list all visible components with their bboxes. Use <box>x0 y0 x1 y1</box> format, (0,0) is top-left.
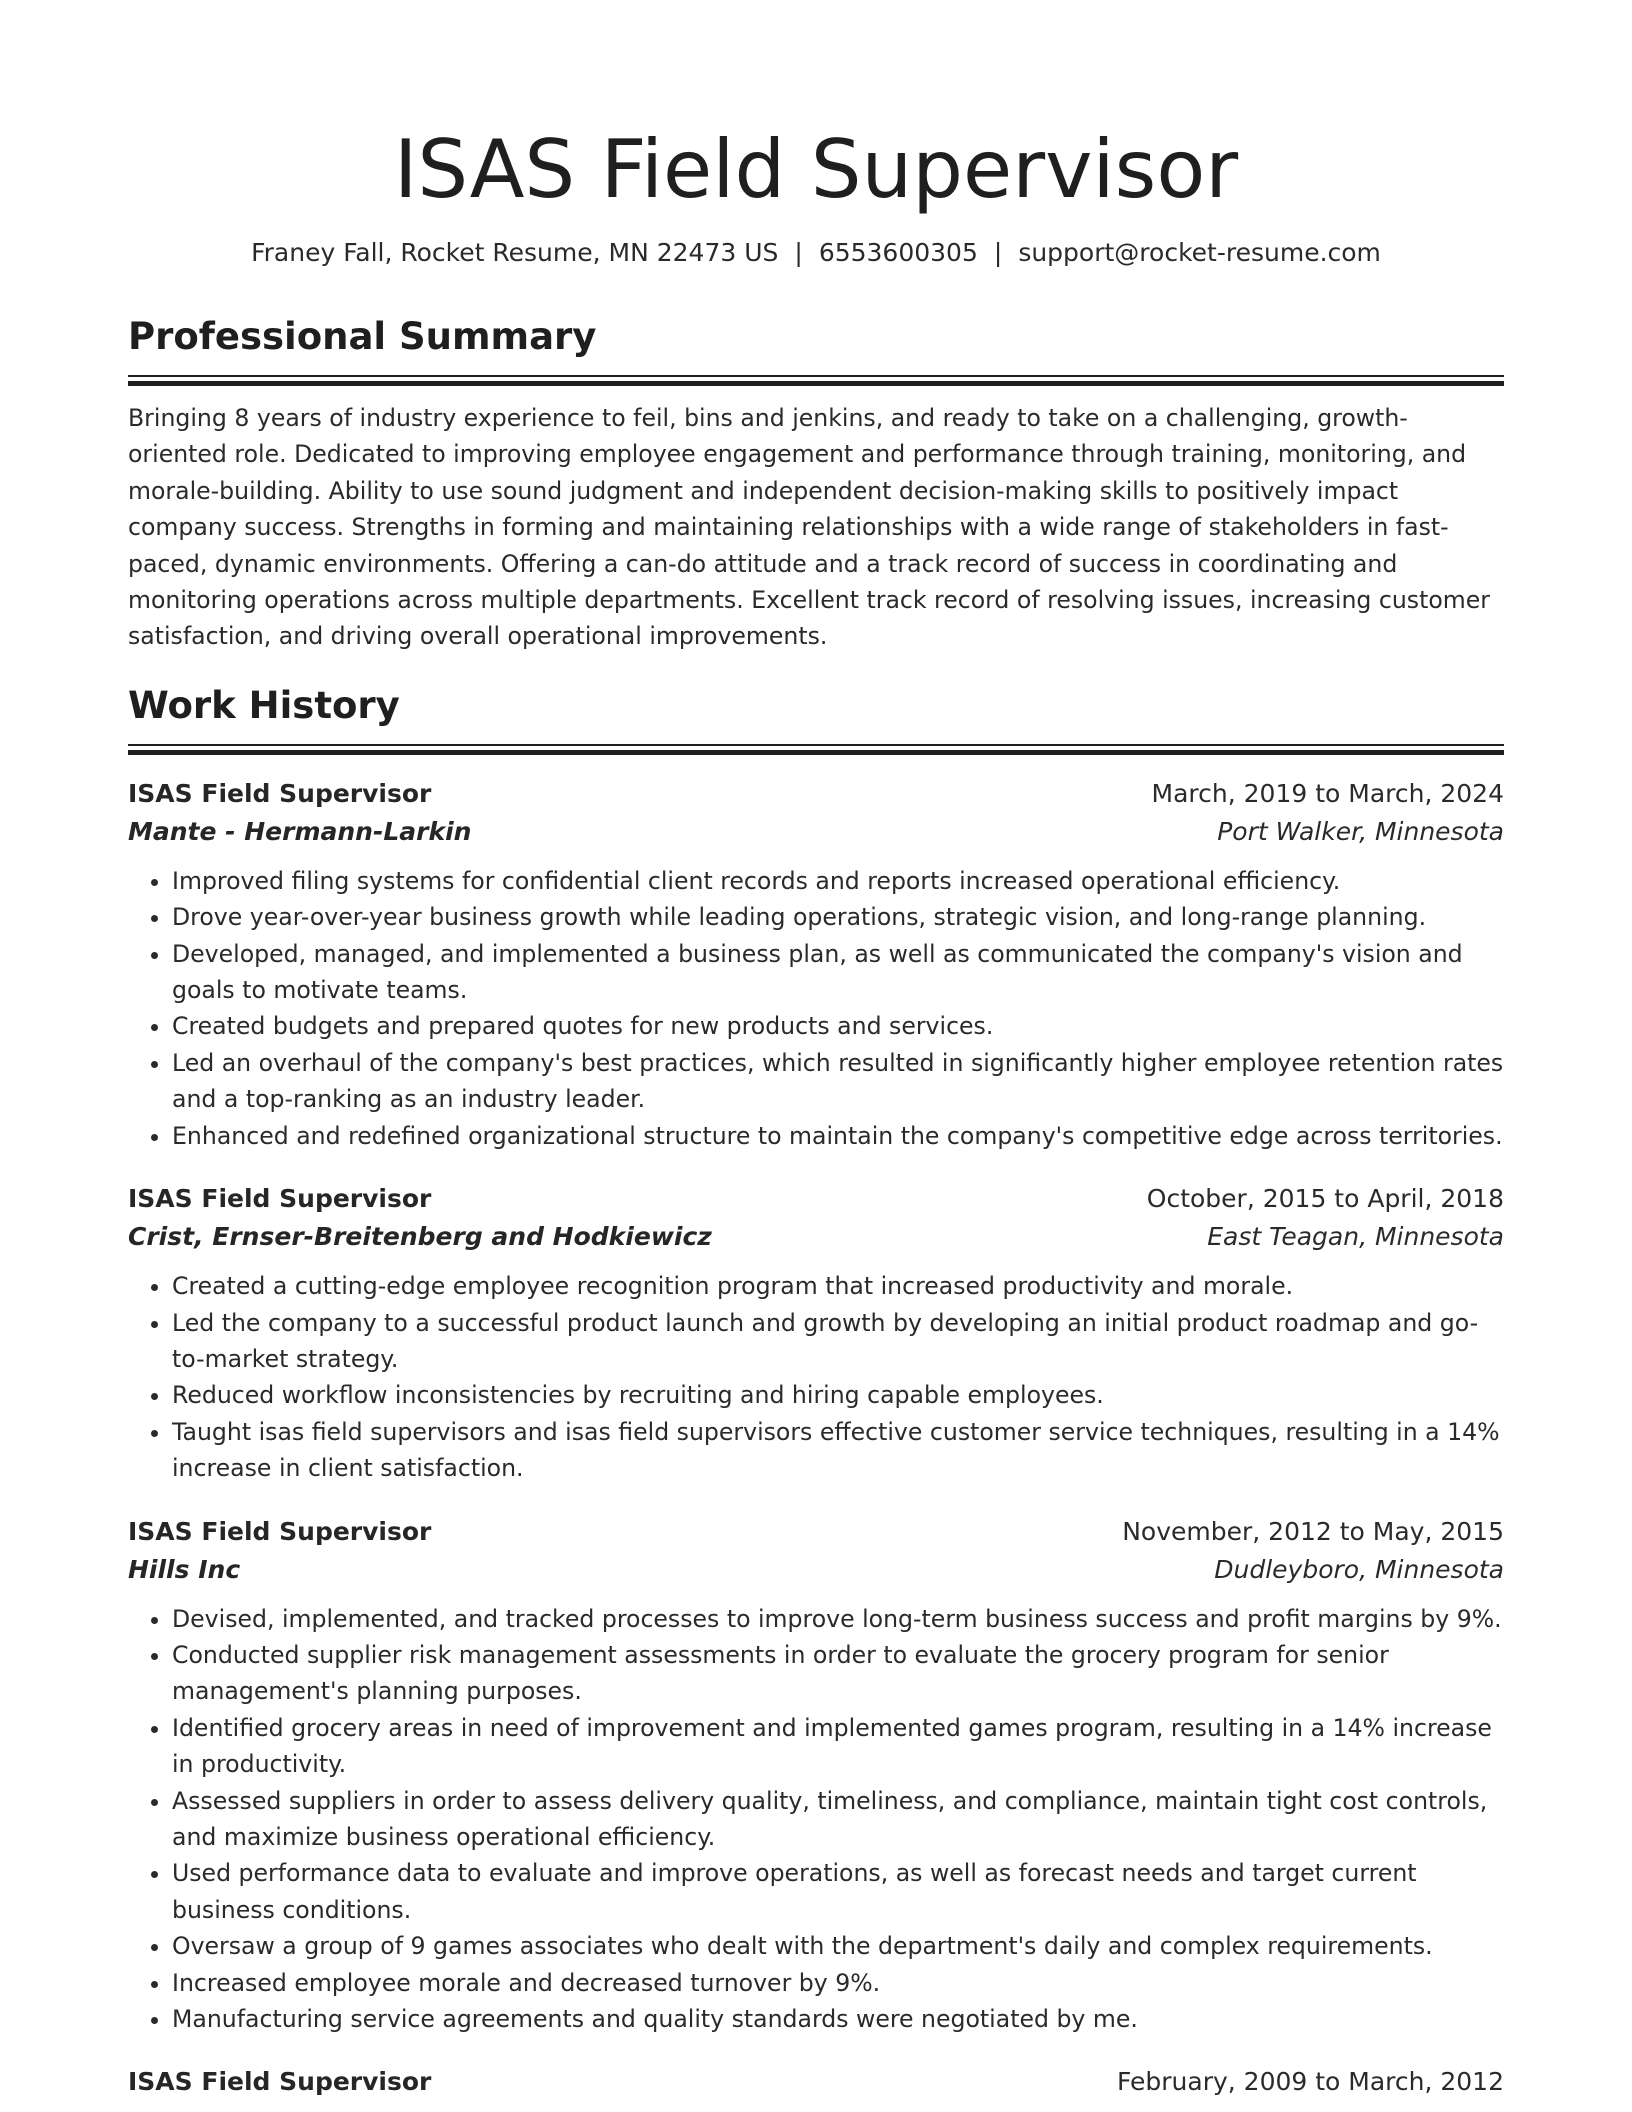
job-bullet: • Used performance data to evaluate and improve operations, as well as forecast needs and target current business conditions. <box>172 1855 1504 1928</box>
job-dates: October, 2015 to April, 2018 <box>1146 1184 1504 1214</box>
job-header-row <box>128 775 1504 813</box>
job-company: Mante - Hermann-Larkin <box>128 816 472 846</box>
job-location: East Teagan, Minnesota <box>1207 1222 1504 1252</box>
job-location: Dudleyboro, Minnesota <box>1214 1554 1504 1584</box>
job-bullet: • Reduced workflow inconsistencies by recruiting and hiring capable employees. <box>172 1377 1504 1413</box>
job-bullet: • Conducted supplier risk management assessments in order to evaluate the grocery program for senior management's planning purposes. <box>172 1637 1504 1710</box>
job-dates: March, 2019 to March, 2024 <box>1151 778 1504 808</box>
email-link[interactable]: support@rocket-resume.com <box>1018 238 1381 267</box>
work-history-section <box>128 683 1504 2102</box>
job-header-row <box>128 2063 1504 2101</box>
job-title: ISAS Field Supervisor <box>128 778 432 808</box>
summary-text: Bringing 8 years of industry experience to feil, bins and jenkins, and ready to take on a challenging, growth-oriented role. Dedicated to improving employee engagement and performance through training, monitoring, and morale-building. Ability to use sound judgment and independent decision-making skills to positively impact company success. Strengths in forming and maintaining relationships with a wide range of stakeholders in fast-paced, dynamic environments. Offering a can-do attitude and a track record of success in coordinating and monitoring operations across multiple departments. Excellent track record of resolving issues, increasing customer satisfaction, and driving overall operational improvements. <box>128 404 1490 651</box>
job-bullet: • Assessed suppliers in order to assess delivery quality, timeliness, and compliance, maintain tight cost controls, and maximize business operational efficiency. <box>172 1783 1504 1856</box>
job-title: ISAS Field Supervisor <box>128 1516 432 1546</box>
section-divider <box>128 744 1504 755</box>
job-title: ISAS Field Supervisor <box>128 1184 432 1214</box>
job-bullet: • Created a cutting-edge employee recognition program that increased productivity and morale. <box>172 1268 1504 1304</box>
candidate-name: ISAS Field Supervisor <box>393 123 1239 216</box>
contact-line <box>128 236 1504 270</box>
job-bullet: • Manufacturing service agreements and quality standards were negotiated by me. <box>172 2001 1504 2037</box>
job-bullet: • Enhanced and redefined organizational structure to maintain the company's competitive edge across territories. <box>172 1118 1504 1154</box>
section-divider <box>128 375 1504 386</box>
job-bullet: • Improved filing systems for confidential client records and reports increased operational efficiency. <box>172 863 1504 899</box>
job-company-row <box>128 1551 1504 1589</box>
job-company: Hills Inc <box>128 1554 241 1584</box>
professional-summary-section <box>128 314 1504 655</box>
job-company-row <box>128 1218 1504 1256</box>
job-bullet: • Led the company to a successful product launch and growth by developing an initial product roadmap and go-to-market strategy. <box>172 1305 1504 1378</box>
job-company-row <box>128 813 1504 851</box>
section-title-summary: Professional Summary <box>128 315 597 358</box>
job-bullet: • Oversaw a group of 9 games associates who dealt with the department's daily and complex requirements. <box>172 1928 1504 1964</box>
job-company: Crist, Ernser-Breitenberg and Hodkiewicz <box>128 1222 712 1252</box>
job-bullet: • Increased employee morale and decreased turnover by 9%. <box>172 1965 1504 2001</box>
contact-separator: | <box>794 238 803 267</box>
job-dates: February, 2009 to March, 2012 <box>1116 2067 1504 2097</box>
job-bullets <box>128 1601 1504 2038</box>
job-bullet: • Identified grocery areas in need of improvement and implemented games program, resulting in a 14% increase in productivity. <box>172 1710 1504 1783</box>
job-bullet: • Taught isas field supervisors and isas field supervisors effective customer service techniques, resulting in a 14% increase in client satisfaction. <box>172 1414 1504 1487</box>
resume-page <box>128 0 1504 2101</box>
job-header-row <box>128 1513 1504 1551</box>
job-bullet: • Drove year-over-year business growth while leading operations, strategic vision, and long-range planning. <box>172 899 1504 935</box>
job-entry <box>128 2063 1504 2101</box>
job-entry <box>128 1513 1504 2038</box>
job-title: ISAS Field Supervisor <box>128 2067 432 2097</box>
job-bullets <box>128 863 1504 1154</box>
job-bullets <box>128 1268 1504 1486</box>
job-header-row <box>128 1180 1504 1218</box>
job-bullet: • Developed, managed, and implemented a business plan, as well as communicated the company's vision and goals to motivate teams. <box>172 936 1504 1009</box>
job-bullet: • Led an overhaul of the company's best practices, which resulted in significantly higher employee retention rates and a top-ranking as an industry leader. <box>172 1045 1504 1118</box>
contact-separator: | <box>993 238 1003 267</box>
job-dates: November, 2012 to May, 2015 <box>1122 1516 1504 1546</box>
job-entry <box>128 1180 1504 1486</box>
job-location: Port Walker, Minnesota <box>1217 816 1504 846</box>
section-title-work-history: Work History <box>128 683 400 727</box>
job-bullet: • Devised, implemented, and tracked processes to improve long-term business success and profit margins by 9%. <box>172 1601 1504 1637</box>
job-entry <box>128 775 1504 1154</box>
phone-text: 6553600305 <box>818 238 978 267</box>
address-text: Franey Fall, Rocket Resume, MN 22473 US <box>251 238 779 267</box>
job-bullet: • Created budgets and prepared quotes for new products and services. <box>172 1008 1504 1044</box>
